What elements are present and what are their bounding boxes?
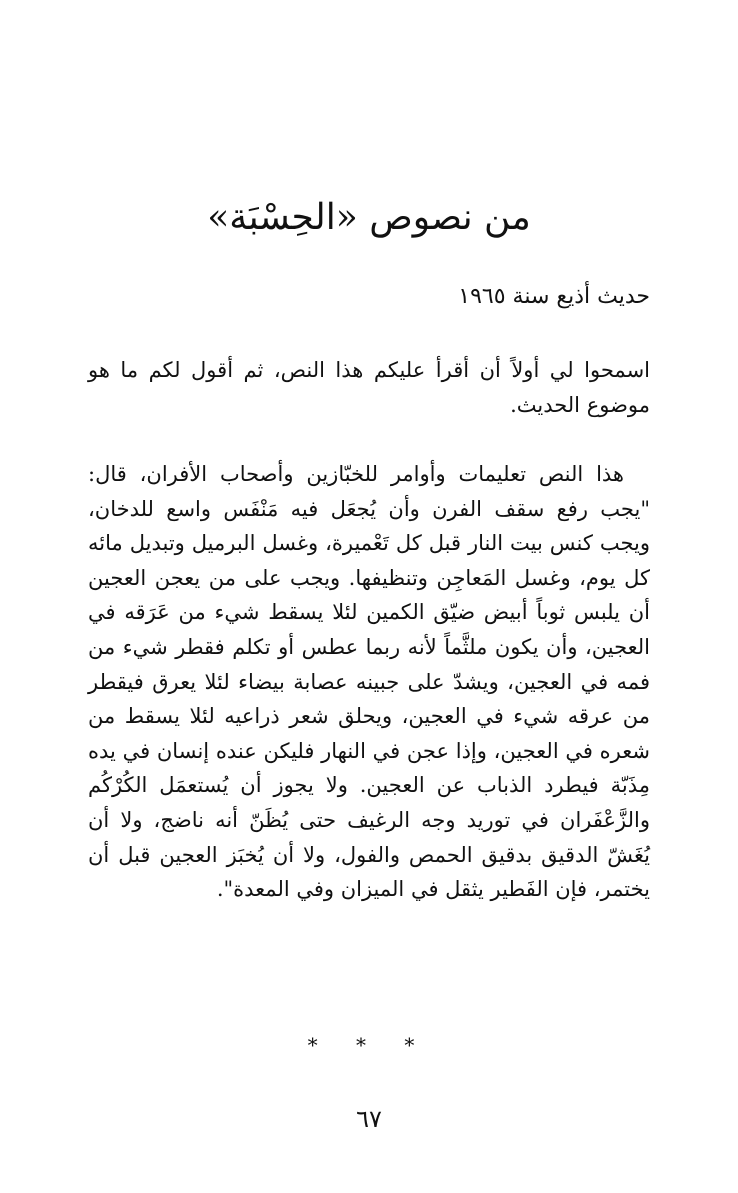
paragraph-quote (88, 457, 650, 907)
paragraph-text: اسمحوا لي أولاً أن أقرأ عليكم هذا النص، ثم أقول لكم ما هو موضوع الحديث. (88, 358, 650, 417)
chapter-subtitle: حديث أذيع سنة ١٩٦٥ (458, 284, 650, 309)
section-separator: * * * (307, 1033, 431, 1057)
paragraph-text: هذا النص تعليمات وأوامر للخبّازين وأصحاب الأفران، قال: "يجب رفع سقف الفرن وأن يُجعَل فيه مَنْفَس واسع للدخان، ويجب كنس بيت النار قبل كل تَعْميرة، وغسل البرميل وتبديل مائه كل يوم، وغسل المَعاجِن وتنظيفها. ويجب على من يعجن العجين أن يلبس ثوباً أبيض ضيّق الكمين لئلا يسقط شيء من عَرَقه في العجين، وأن يكون ملثَّماً لأنه ربما عطس أو تكلم فقطر شيء من فمه في العجين، ويشدّ على جبينه عصابة بيضاء لئلا يعرق فيقطر من عرقه شيء في العجين، ويحلق شعر ذراعيه لئلا يسقط من شعره في العجين، وإذا عجن في النهار فليكن عنده إنسان في يده مِذَبّة فيطرد الذباب عن العجين. ولا يجوز أن يُستعمَل الكُرْكُم والزَّعْفَران في توريد وجه الرغيف حتى يُظَنّ أنه ناضج، ولا أن يُغَشّ الدقيق بدقيق الحمص والفول، ولا أن يُخبَز العجين قبل أن يختمر، فإن الفَطير يثقل في الميزان وفي المعدة". (88, 462, 650, 902)
paragraph-intro (88, 353, 650, 422)
chapter-title: من نصوص «الحِسْبَة» (207, 197, 531, 239)
page-number: ٦٧ (356, 1105, 382, 1133)
